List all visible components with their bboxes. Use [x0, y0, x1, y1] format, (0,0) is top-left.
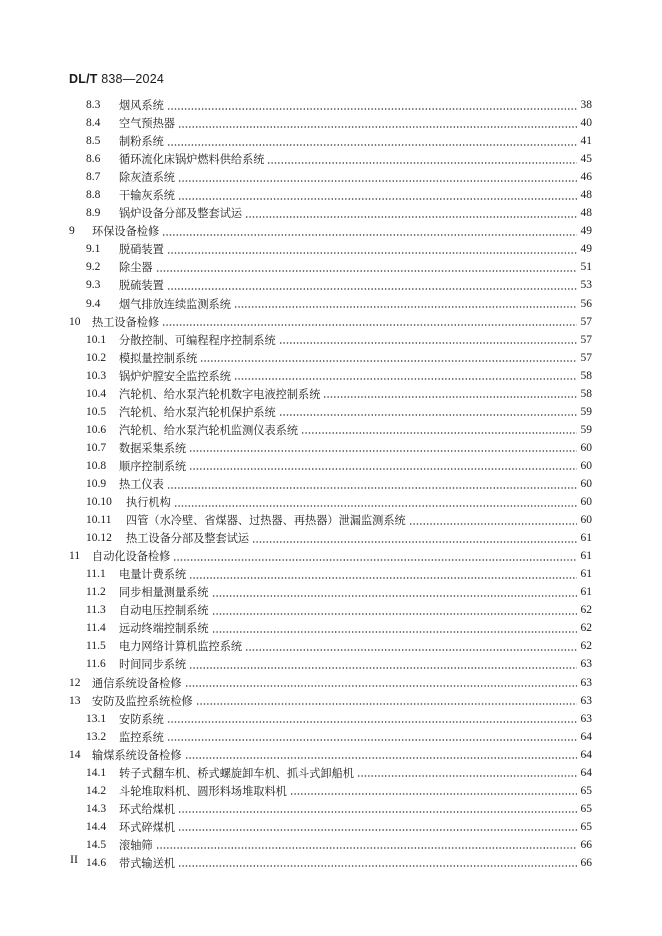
toc-entry-page: 63 — [580, 658, 592, 671]
dot-leader — [323, 388, 577, 399]
toc-entry-number: 11.1 — [86, 568, 106, 581]
dot-leader — [279, 334, 577, 345]
dot-leader — [178, 172, 577, 183]
toc-entry-title: 除尘器 — [119, 261, 153, 275]
toc-entry[interactable] — [69, 403, 592, 421]
toc-entry-page: 62 — [580, 622, 592, 635]
dot-leader — [301, 424, 577, 435]
toc-entry-page: 45 — [580, 153, 592, 166]
toc-entry-title: 顺序控制系统 — [119, 459, 187, 473]
toc-entry-title: 数据采集系统 — [119, 441, 187, 455]
toc-entry-title: 同步相量测量系统 — [119, 586, 209, 600]
toc-entry-title: 烟气排放连续监测系统 — [119, 297, 231, 311]
toc-entry-number: 10.10 — [86, 496, 112, 509]
toc-entry[interactable] — [69, 313, 592, 331]
toc-entry-number: 9.1 — [86, 243, 101, 256]
toc-entry-page: 60 — [580, 459, 592, 472]
dot-leader — [156, 262, 577, 273]
toc-entry-title: 电力网络计算机监控系统 — [119, 640, 243, 654]
dot-leader — [189, 569, 577, 580]
dot-leader — [167, 244, 577, 255]
toc-entry-page: 61 — [580, 550, 592, 563]
toc-entry-title: 时间同步系统 — [119, 658, 187, 672]
toc-entry-title: 空气预热器 — [119, 117, 175, 131]
dot-leader — [156, 839, 577, 850]
dot-leader — [245, 641, 577, 652]
toc-entry-page: 57 — [580, 333, 592, 346]
toc-entry-page: 48 — [580, 189, 592, 202]
toc-entry-number: 8.6 — [86, 153, 101, 166]
toc-entry[interactable] — [69, 764, 592, 782]
toc-entry[interactable] — [69, 457, 592, 475]
toc-entry-page: 59 — [580, 405, 592, 418]
toc-entry-number: 11.5 — [86, 640, 106, 653]
toc-entry[interactable] — [69, 746, 592, 764]
toc-entry[interactable] — [69, 655, 592, 673]
toc-entry[interactable] — [69, 114, 592, 132]
toc-entry-page: 64 — [580, 766, 592, 779]
toc-entry-title: 滚轴筛 — [119, 838, 153, 852]
dot-leader — [267, 154, 577, 165]
dot-leader — [196, 695, 577, 706]
toc-entry-page: 53 — [580, 279, 592, 292]
toc-entry[interactable] — [69, 818, 592, 836]
dot-leader — [178, 821, 577, 832]
toc-entry-number: 8.9 — [86, 207, 101, 220]
toc-entry-number: 10.4 — [86, 387, 107, 400]
toc-entry-number: 10.11 — [86, 514, 112, 527]
toc-entry-number: 10.2 — [86, 351, 107, 364]
document-code-prefix: DL/T — [69, 72, 98, 86]
toc-entry-page: 65 — [580, 784, 592, 797]
toc-entry-title: 除灰渣系统 — [119, 171, 175, 185]
toc-entry[interactable] — [69, 349, 592, 367]
dot-leader — [409, 515, 577, 526]
toc-entry-page: 48 — [580, 207, 592, 220]
toc-entry-page: 60 — [580, 514, 592, 527]
toc-entry-number: 10.5 — [86, 405, 107, 418]
toc-entry[interactable] — [69, 674, 592, 692]
toc-entry[interactable] — [69, 186, 592, 204]
toc-entry-page: 61 — [580, 586, 592, 599]
toc-entry-number: 14.2 — [86, 784, 107, 797]
toc-entry-title: 烟风系统 — [119, 99, 164, 113]
toc-entry[interactable] — [69, 367, 592, 385]
toc-entry-number: 8.3 — [86, 99, 101, 112]
dot-leader — [200, 352, 577, 363]
dot-leader — [167, 136, 577, 147]
toc-entry-number: 14 — [69, 748, 81, 761]
toc-entry-title: 环保设备检修 — [92, 225, 160, 239]
toc-entry-number: 8.8 — [86, 189, 101, 202]
toc-entry-page: 64 — [580, 748, 592, 761]
toc-entry[interactable] — [69, 276, 592, 294]
table-of-contents — [69, 96, 592, 872]
toc-entry-number: 14.5 — [86, 838, 107, 851]
toc-entry-title: 热工仪表 — [119, 478, 164, 491]
toc-entry-page: 60 — [580, 441, 592, 454]
toc-entry-title: 模拟量控制系统 — [119, 351, 198, 365]
dot-leader — [290, 785, 577, 796]
toc-entry-title: 安防系统 — [119, 712, 164, 726]
toc-entry-page: 41 — [580, 135, 592, 148]
toc-entry[interactable] — [69, 692, 592, 710]
toc-entry-number: 13 — [69, 694, 81, 707]
toc-entry-page: 61 — [580, 532, 592, 545]
toc-entry[interactable] — [69, 421, 592, 439]
toc-entry[interactable] — [69, 836, 592, 854]
toc-entry-number: 9.2 — [86, 261, 101, 274]
toc-entry-title: 监控系统 — [119, 730, 164, 744]
toc-entry[interactable] — [69, 222, 592, 240]
toc-entry-title: 远动终端控制系统 — [119, 622, 209, 636]
toc-entry[interactable] — [69, 385, 592, 403]
toc-entry-page: 64 — [580, 730, 592, 743]
dot-leader — [189, 442, 577, 453]
toc-entry-page: 49 — [580, 225, 592, 238]
dot-leader — [279, 406, 577, 417]
toc-entry-page: 46 — [580, 171, 592, 184]
dot-leader — [167, 479, 577, 490]
toc-entry-number: 8.5 — [86, 135, 101, 148]
toc-entry-number: 8.4 — [86, 117, 101, 130]
dot-leader — [167, 731, 577, 742]
toc-entry[interactable] — [69, 475, 592, 493]
toc-entry[interactable] — [69, 529, 592, 547]
toc-entry-title: 汽轮机、给水泵汽轮机监测仪表系统 — [119, 423, 299, 437]
toc-entry-page: 62 — [580, 604, 592, 617]
toc-entry[interactable] — [69, 240, 592, 258]
dot-leader — [245, 208, 577, 219]
toc-entry-title: 脱硝装置 — [119, 243, 164, 257]
toc-entry-number: 10.12 — [86, 532, 112, 545]
dot-leader — [178, 118, 577, 129]
dot-leader — [212, 623, 577, 634]
toc-entry-title: 执行机构 — [126, 496, 171, 510]
toc-entry-title: 循环流化床锅炉燃料供给系统 — [119, 153, 265, 167]
toc-entry[interactable] — [69, 619, 592, 637]
toc-entry[interactable] — [69, 583, 592, 601]
dot-leader — [173, 551, 577, 562]
toc-entry-number: 11.6 — [86, 658, 106, 671]
toc-entry-title: 输煤系统设备检修 — [92, 748, 182, 762]
toc-entry-page: 63 — [580, 676, 592, 689]
toc-entry-page: 51 — [580, 261, 592, 274]
toc-entry-page: 63 — [580, 694, 592, 707]
dot-leader — [174, 497, 577, 508]
toc-entry-page: 60 — [580, 496, 592, 509]
toc-entry-number: 11.4 — [86, 622, 106, 635]
toc-entry-page: 56 — [580, 297, 592, 310]
dot-leader — [357, 767, 577, 778]
toc-entry-number: 10.6 — [86, 423, 107, 436]
toc-entry-title: 斗轮堆取料机、圆形料场堆取料机 — [119, 784, 287, 798]
toc-entry-title: 安防及监控系统检修 — [92, 694, 193, 708]
toc-entry-page: 57 — [580, 351, 592, 364]
toc-entry-page: 59 — [580, 423, 592, 436]
dot-leader — [234, 370, 577, 381]
dot-leader — [162, 316, 577, 327]
dot-leader — [178, 190, 577, 201]
dot-leader — [212, 587, 577, 598]
dot-leader — [167, 713, 577, 724]
toc-entry-page: 58 — [580, 387, 592, 400]
toc-entry-number: 11.3 — [86, 604, 106, 617]
toc-entry-number: 10.9 — [86, 478, 107, 490]
toc-entry[interactable] — [69, 601, 592, 619]
toc-entry-page: 65 — [580, 820, 592, 833]
toc-entry-title: 环式给煤机 — [119, 802, 175, 816]
toc-entry-page: 60 — [580, 478, 592, 490]
toc-entry-number: 13.1 — [86, 712, 107, 725]
toc-entry-title: 自动电压控制系统 — [119, 604, 209, 618]
toc-entry-page: 63 — [580, 712, 592, 725]
toc-entry-page: 65 — [580, 802, 592, 815]
toc-entry-title: 自动化设备检修 — [92, 550, 171, 564]
toc-entry[interactable] — [69, 637, 592, 655]
toc-entry[interactable] — [69, 511, 592, 529]
toc-entry-page: 61 — [580, 568, 592, 581]
toc-entry[interactable] — [69, 96, 592, 114]
toc-entry-title: 通信系统设备检修 — [92, 676, 182, 690]
toc-entry[interactable] — [69, 800, 592, 818]
toc-entry[interactable] — [69, 295, 592, 313]
toc-entry-number: 9.4 — [86, 297, 101, 310]
toc-entry-number: 14.4 — [86, 820, 107, 833]
toc-entry-page: 57 — [580, 315, 592, 328]
toc-entry[interactable] — [69, 150, 592, 168]
toc-entry[interactable] — [69, 710, 592, 728]
toc-entry-number: 11 — [69, 550, 81, 563]
toc-entry-number: 11.2 — [86, 586, 106, 599]
dot-leader — [185, 677, 577, 688]
toc-entry[interactable] — [69, 493, 592, 511]
toc-entry-title: 锅炉炉膛安全监控系统 — [119, 369, 231, 383]
toc-entry[interactable] — [69, 782, 592, 800]
dot-leader — [162, 226, 577, 237]
dot-leader — [185, 749, 577, 760]
toc-entry[interactable] — [69, 132, 592, 150]
toc-entry-number: 9.3 — [86, 279, 101, 292]
toc-entry[interactable] — [69, 168, 592, 186]
toc-entry-number: 14.6 — [86, 856, 107, 869]
toc-entry-title: 分散控制、可编程程序控制系统 — [119, 333, 276, 347]
toc-entry-title: 汽轮机、给水泵汽轮机数字电液控制系统 — [119, 387, 321, 401]
toc-entry-title: 热工设备分部及整套试运 — [126, 532, 250, 546]
toc-entry-number: 14.3 — [86, 802, 107, 815]
toc-entry[interactable] — [69, 547, 592, 565]
toc-entry-number: 10.8 — [86, 459, 107, 472]
dot-leader — [189, 460, 577, 471]
toc-entry-number: 10.1 — [86, 333, 107, 346]
toc-entry-title: 汽轮机、给水泵汽轮机保护系统 — [119, 405, 276, 419]
toc-entry-title: 环式碎煤机 — [119, 820, 175, 834]
toc-entry-page: 66 — [580, 838, 592, 851]
toc-entry-title: 脱硫装置 — [119, 279, 164, 293]
toc-entry[interactable] — [69, 204, 592, 222]
dot-leader — [178, 803, 577, 814]
toc-entry-title: 带式输送机 — [119, 856, 175, 870]
toc-entry[interactable] — [69, 331, 592, 349]
toc-entry-title: 锅炉设备分部及整套试运 — [119, 207, 243, 221]
dot-leader — [178, 857, 577, 868]
dot-leader — [252, 533, 577, 544]
page-number: II — [70, 852, 78, 866]
document-code — [69, 72, 164, 86]
toc-entry-page: 58 — [580, 369, 592, 382]
toc-entry-number: 14.1 — [86, 766, 107, 779]
toc-entry-page: 66 — [580, 856, 592, 869]
toc-entry-title: 干输灰系统 — [119, 189, 175, 203]
toc-entry-title: 转子式翻车机、桥式螺旋卸车机、抓斗式卸船机 — [119, 766, 354, 780]
dot-leader — [167, 280, 577, 291]
dot-leader — [189, 659, 577, 670]
toc-entry-number: 13.2 — [86, 730, 107, 743]
toc-entry-page: 49 — [580, 243, 592, 256]
toc-entry-number: 12 — [69, 676, 81, 689]
toc-entry[interactable] — [69, 439, 592, 457]
toc-entry-title: 制粉系统 — [119, 135, 164, 149]
toc-entry-title: 四管（水冷壁、省煤器、过热器、再热器）泄漏监测系统 — [126, 514, 406, 528]
toc-entry[interactable] — [69, 854, 592, 872]
toc-entry-title: 热工设备检修 — [92, 315, 160, 329]
dot-leader — [212, 605, 577, 616]
toc-entry-number: 9 — [69, 225, 75, 238]
toc-entry[interactable] — [69, 258, 592, 276]
toc-entry-number: 8.7 — [86, 171, 101, 184]
toc-entry-page: 40 — [580, 117, 592, 130]
dot-leader — [234, 298, 577, 309]
dot-leader — [167, 100, 577, 111]
toc-entry-title: 电量计费系统 — [119, 568, 187, 582]
toc-entry[interactable] — [69, 565, 592, 583]
toc-entry-number: 10 — [69, 315, 81, 328]
toc-entry-number: 10.7 — [86, 441, 107, 454]
document-code-number: 838—2024 — [97, 72, 165, 86]
toc-entry-page: 62 — [580, 640, 592, 653]
toc-entry[interactable] — [69, 728, 592, 746]
toc-entry-number: 10.3 — [86, 369, 107, 382]
toc-entry-page: 38 — [580, 99, 592, 112]
